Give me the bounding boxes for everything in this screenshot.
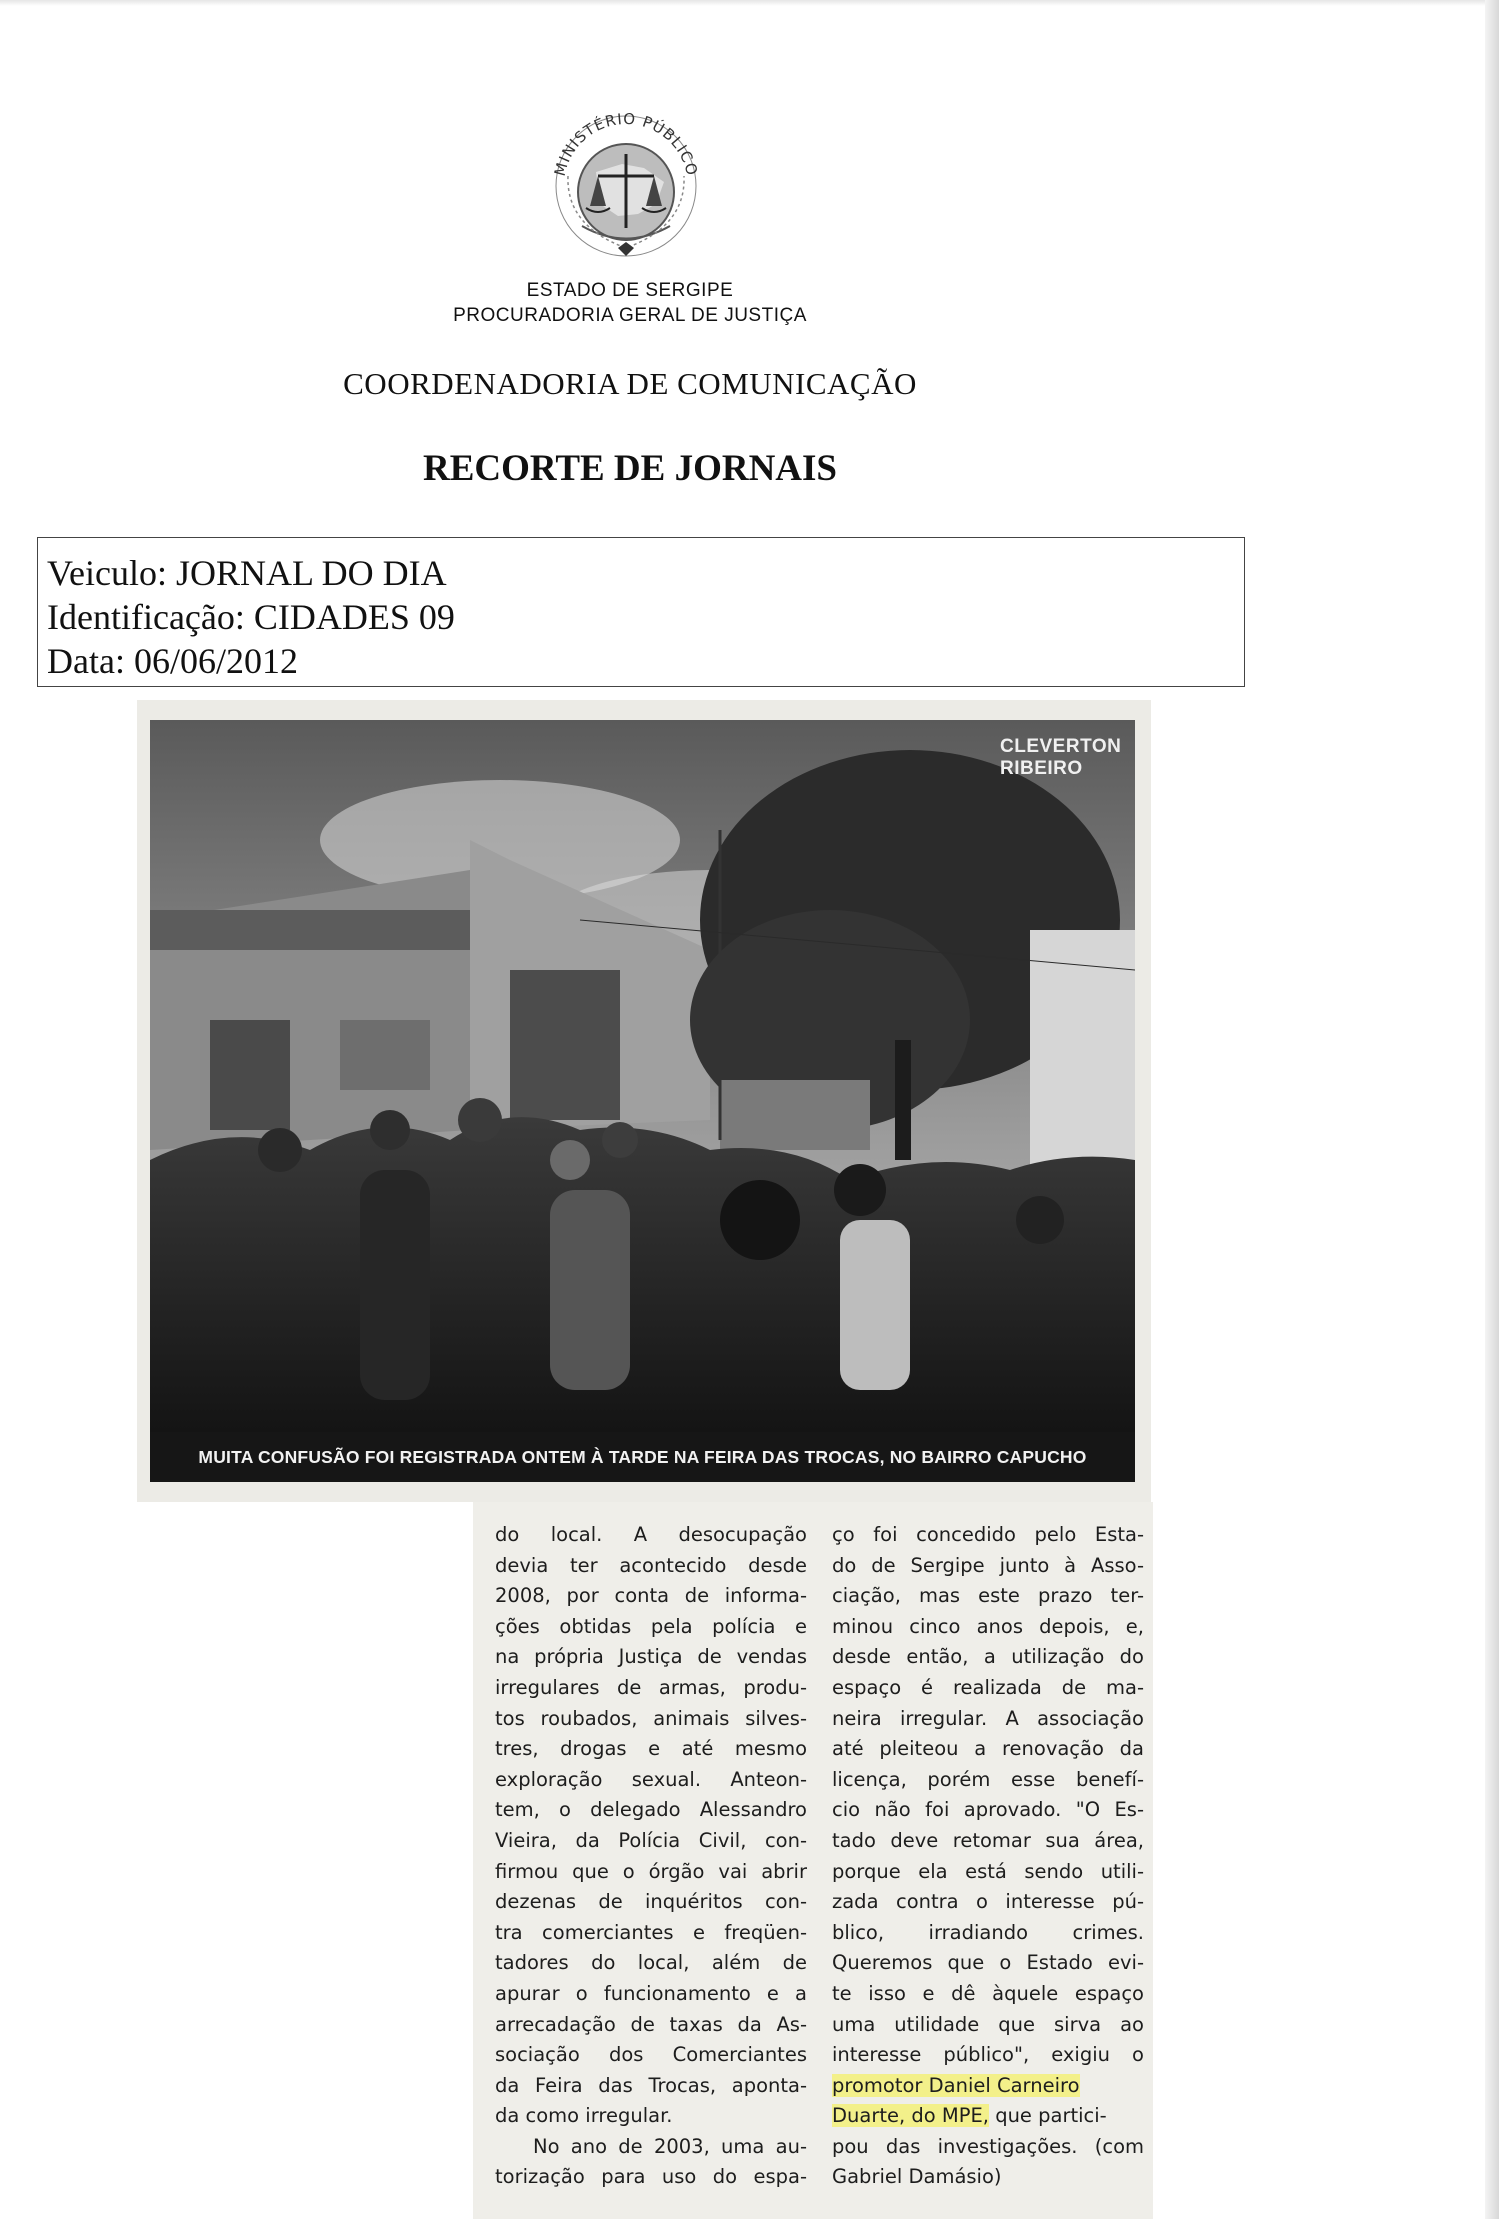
article-line: irregulares de armas, produ- — [495, 1675, 807, 1699]
article-line: tra comerciantes e freqüen- — [495, 1920, 807, 1944]
data-line: Data: 06/06/2012 — [47, 641, 298, 681]
article-column-2 — [832, 1520, 1144, 2193]
identificacao-line: Identificação: CIDADES 09 — [47, 597, 455, 637]
org-state: ESTADO DE SERGIPE — [526, 280, 734, 301]
article-line: torização para uso do espa- — [495, 2165, 807, 2189]
article-line: tadores do local, além de — [495, 1951, 807, 1975]
article-line: sociação dos Comerciantes — [495, 2043, 807, 2067]
article-line: ções obtidas pela polícia e — [495, 1614, 807, 1638]
scan-top-edge — [0, 0, 1499, 6]
coordenadoria-heading: COORDENADORIA DE COMUNICAÇÃO — [343, 366, 917, 401]
clipping-info-box — [37, 537, 1245, 687]
article-line: da Feira das Trocas, aponta- — [495, 2073, 807, 2097]
article-column-1 — [495, 1520, 807, 2193]
article-line: devia ter acontecido desde — [495, 1553, 807, 1577]
highlighted-text: Duarte, do MPE, — [832, 2104, 989, 2128]
article-line: blico, irradiando crimes. — [832, 1920, 1144, 1944]
scan-right-edge — [1485, 0, 1499, 2219]
photo-credit: CLEVERTON RIBEIRO — [1000, 736, 1122, 779]
veiculo-line: Veiculo: JORNAL DO DIA — [47, 553, 447, 593]
article-line: zada contra o interesse pú- — [832, 1890, 1144, 1914]
article-line: cio não foi aprovado. "O Es- — [832, 1798, 1144, 1822]
article-line: uma utilidade que sirva ao — [832, 2012, 1144, 2036]
photo-caption: MUITA CONFUSÃO FOI REGISTRADA ONTEM À TARDE NA FEIRA DAS TROCAS, NO BAIRRO CAPUCHO — [150, 1432, 1135, 1482]
article-line: Vieira, da Polícia Civil, con- — [495, 1828, 807, 1852]
article-line: desde então, a utilização do — [832, 1645, 1144, 1669]
article-line: na própria Justiça de vendas — [495, 1645, 807, 1669]
news-photo — [150, 720, 1135, 1482]
article-text: que partici- — [989, 2104, 1107, 2128]
article-line: da como irregular. — [495, 2104, 673, 2128]
article-line: exploração sexual. Anteon- — [495, 1767, 807, 1791]
article-line: tres, drogas e até mesmo — [495, 1737, 807, 1761]
article-line: dezenas de inquéritos con- — [495, 1890, 807, 1914]
article-line: ciação, mas este prazo ter- — [832, 1584, 1144, 1608]
article-line: Queremos que o Estado evi- — [832, 1951, 1144, 1975]
article-line — [832, 2101, 1144, 2132]
article-line: No ano de 2003, uma au- — [533, 2134, 807, 2158]
article-line: tem, o delegado Alessandro — [495, 1798, 807, 1822]
article-line — [832, 2071, 1144, 2102]
article-line: pou das investigações. (com — [832, 2134, 1144, 2158]
article-line: firmou que o órgão vai abrir — [495, 1859, 807, 1883]
seal-text: MINISTÉRIO PÚBLICO — [550, 109, 702, 178]
article-line: ço foi concedido pelo Esta- — [832, 1523, 1144, 1546]
article-line: do de Sergipe junto à Asso- — [832, 1553, 1144, 1577]
highlighted-text: promotor Daniel Carneiro — [832, 2073, 1080, 2097]
article-line: neira irregular. A associação — [832, 1706, 1144, 1730]
article-line: apurar o funcionamento e a — [495, 1981, 807, 2005]
org-procuradoria: PROCURADORIA GERAL DE JUSTIÇA — [453, 305, 807, 326]
article-line: do local. A desocupação — [495, 1523, 807, 1546]
article-line: tado deve retomar sua área, — [832, 1828, 1144, 1852]
article-line: porque ela está sendo utili- — [832, 1859, 1144, 1883]
article-line: até pleiteou a renovação da — [832, 1737, 1144, 1761]
article-line: Gabriel Damásio) — [832, 2165, 1002, 2189]
article-line: tos roubados, animais silves- — [495, 1706, 807, 1730]
article-line: licença, porém esse benefí- — [832, 1767, 1144, 1791]
article-line: interesse público", exigiu o — [832, 2043, 1144, 2067]
article-line: espaço é realizada de ma- — [832, 1675, 1144, 1699]
ministerio-publico-seal-icon — [526, 76, 726, 276]
article-line: te isso e dê àquele espaço — [832, 1981, 1144, 2005]
page-title: RECORTE DE JORNAIS — [423, 448, 837, 489]
article-line: 2008, por conta de informa- — [495, 1584, 807, 1608]
article-line: minou cinco anos depois, e, — [832, 1614, 1144, 1638]
article-line: arrecadação de taxas da As- — [495, 2012, 807, 2036]
